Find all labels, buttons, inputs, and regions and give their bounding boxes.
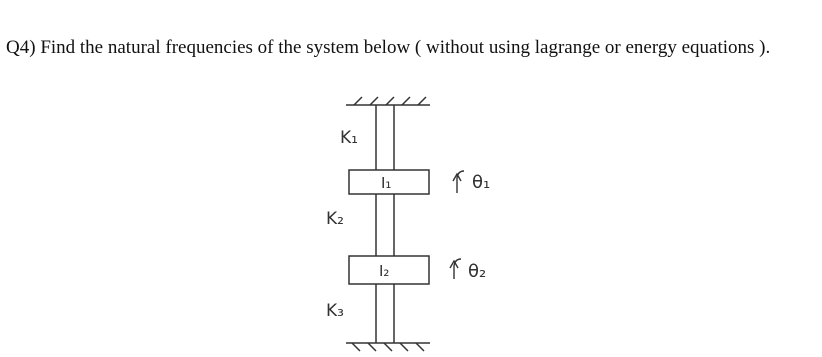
top-fixed-support xyxy=(346,97,430,105)
angle-label-theta2: θ₂ xyxy=(468,261,487,282)
question-number: Q4) xyxy=(6,37,36,58)
shaft-k3 xyxy=(376,284,394,343)
spring-label-k2: K₂ xyxy=(326,209,344,229)
spring-label-k3: K₃ xyxy=(326,301,344,321)
shaft-k1 xyxy=(376,105,394,170)
bottom-fixed-support xyxy=(346,343,430,351)
rotation-arrow-2-icon xyxy=(450,259,461,279)
disk-label-i1: I₁ xyxy=(381,174,392,192)
question-body: Find the natural frequencies of the system below ( without using lagrange or energy equations ). xyxy=(40,37,771,58)
disk-label-i2: I₂ xyxy=(379,262,390,280)
angle-label-theta1: θ₁ xyxy=(472,172,491,193)
spring-label-k1: K₁ xyxy=(340,128,358,148)
rotation-arrow-1-icon xyxy=(453,171,464,193)
shaft-k2 xyxy=(376,194,394,256)
